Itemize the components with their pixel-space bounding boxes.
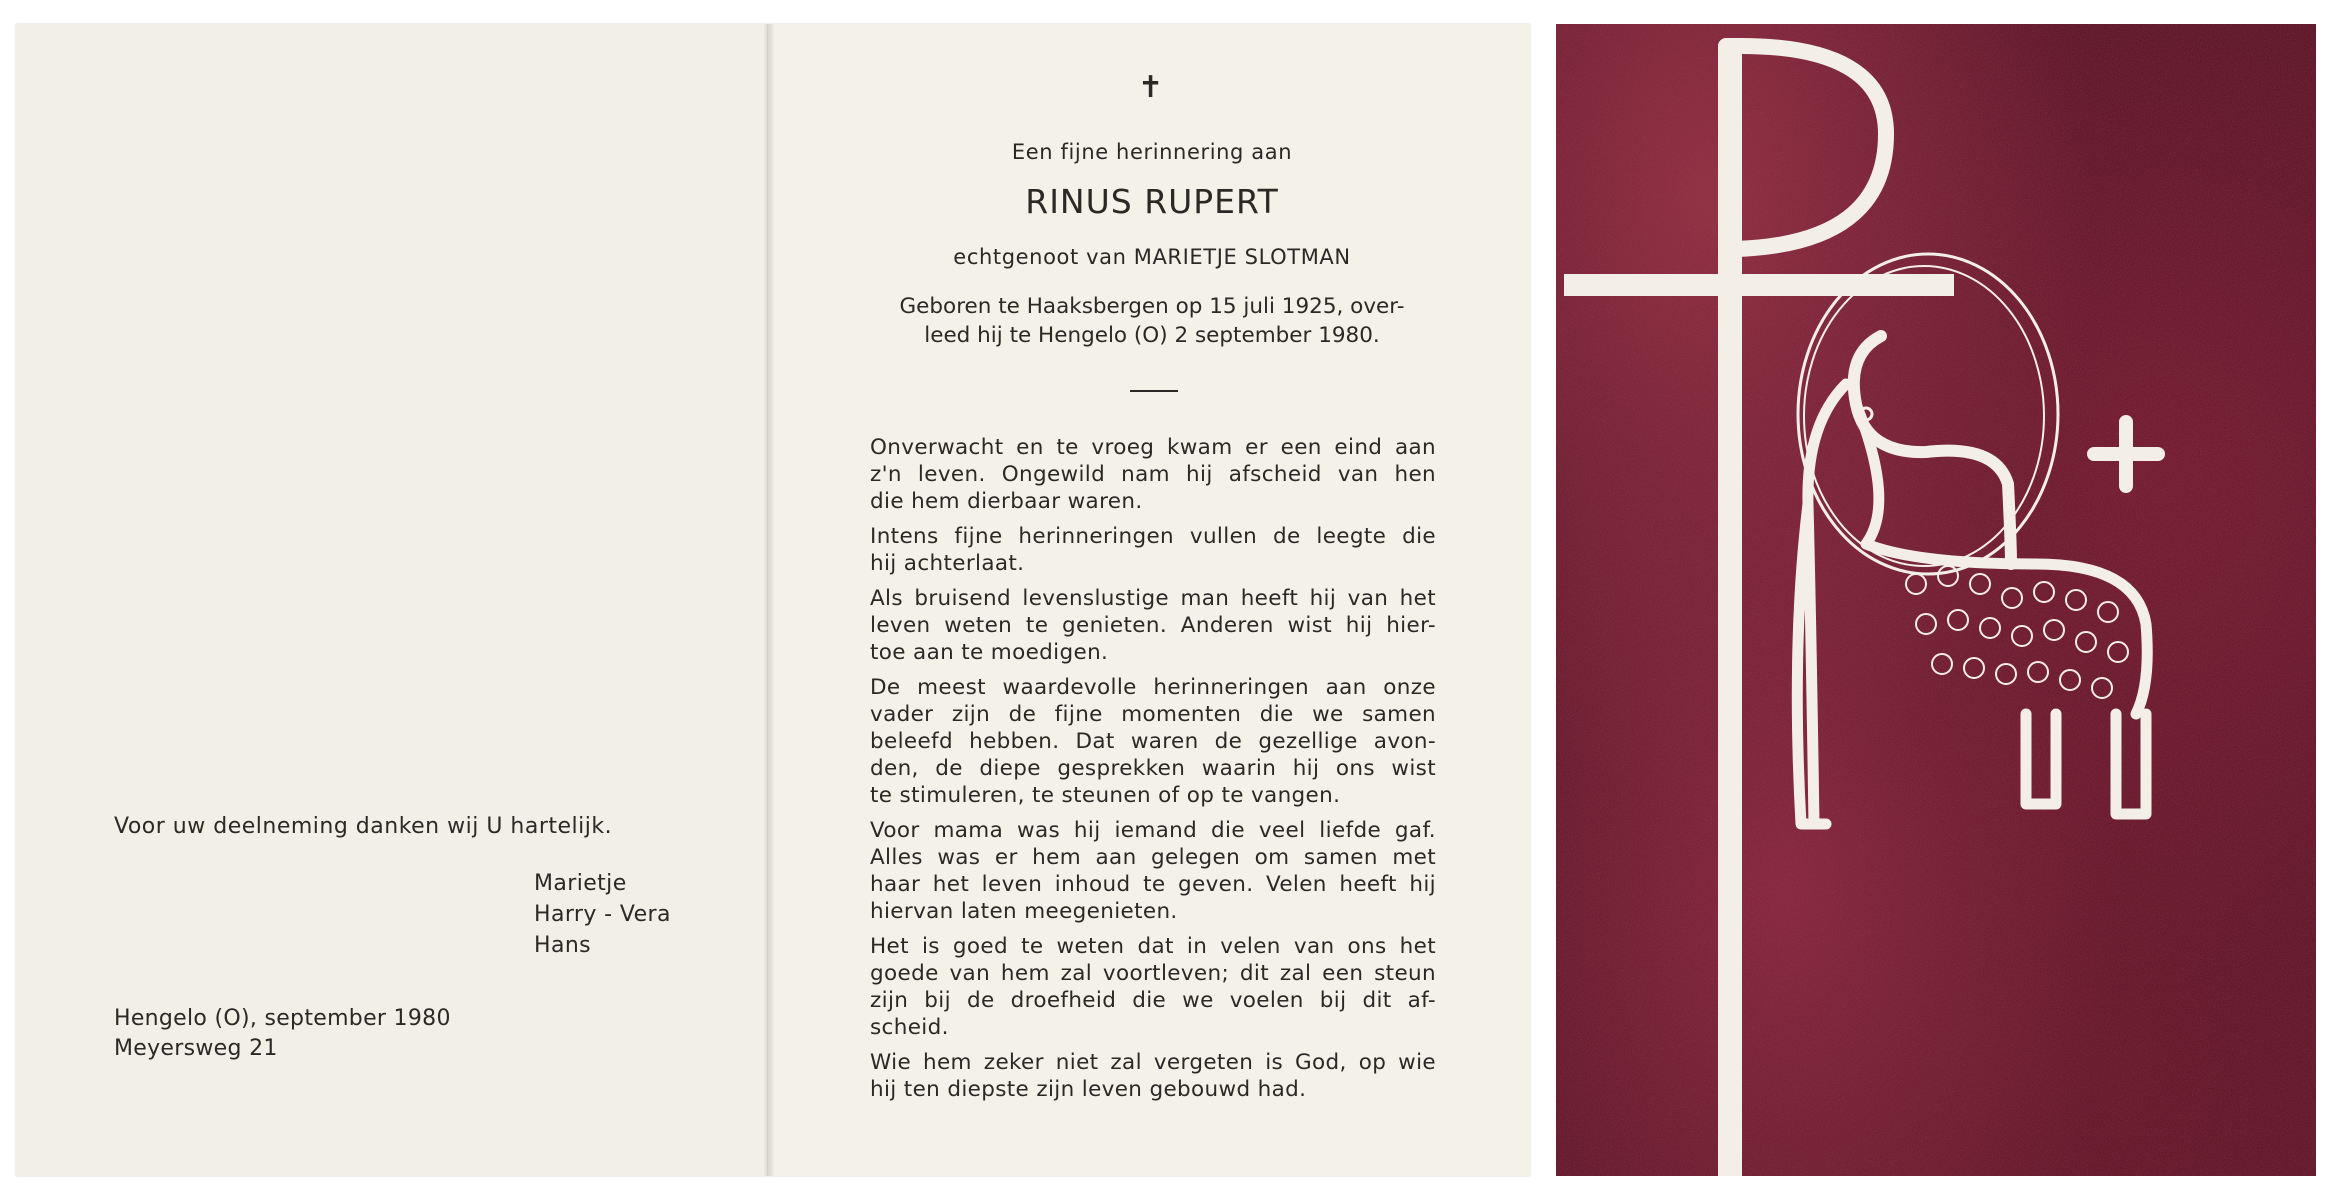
text-line: beleefd hebben. Dat waren de gezellige avon- — [870, 729, 1436, 754]
text-line: De meest waardevolle herinneringen aan onze — [870, 675, 1436, 700]
paragraph — [870, 523, 1436, 577]
signatory-name: Hans — [534, 933, 592, 958]
paragraph — [870, 434, 1436, 515]
text-line: haar het leven inhoud te geven. Velen heeft hij — [870, 872, 1436, 897]
spouse-line: echtgenoot van MARIETJE SLOTMAN — [953, 245, 1351, 269]
thanks-line: Voor uw deelneming danken wij U hartelijk. — [114, 814, 613, 839]
chi-rho-cross-with-lamb-icon — [1556, 24, 2316, 1176]
text-line: die hem dierbaar waren. — [870, 489, 1143, 514]
text-line: vader zijn de fijne momenten die we samen — [870, 702, 1436, 727]
text-line: leed hij te Hengelo (O) 2 september 1980. — [924, 323, 1380, 348]
birth-death-text — [868, 292, 1436, 350]
text-line: te stimuleren, te steunen of op te vangen. — [870, 783, 1341, 808]
paragraph — [870, 933, 1436, 1041]
text-line: Onverwacht en te vroeg kwam er een eind aan — [870, 435, 1436, 460]
signatory-name: Marietje — [534, 871, 627, 896]
text-line: hiervan laten meegenieten. — [870, 899, 1178, 924]
text-line: Intens fijne herinneringen vullen de leegte die — [870, 524, 1436, 549]
place-date: Hengelo (O), september 1980 — [114, 1006, 451, 1031]
text-line: goede van hem zal voortleven; dit zal een steun — [870, 961, 1436, 986]
intro-line: Een fijne herinnering aan — [1011, 140, 1293, 164]
signatories — [534, 868, 671, 961]
card-fold — [764, 24, 774, 1176]
text-line: zijn bij de droefheid die we voelen bij dit af- — [870, 988, 1436, 1013]
text-line: den, de diepe gesprekken waarin hij ons wist — [870, 756, 1436, 781]
canvas-texture — [1556, 24, 2316, 1176]
signatory-name: Harry - Vera — [534, 902, 671, 927]
text-line: hij achterlaat. — [870, 551, 1025, 576]
text-line: Wie hem zeker niet zal vergeten is God, op wie — [870, 1050, 1436, 1075]
cross-staff — [1718, 44, 1742, 1176]
text-line: scheid. — [870, 1015, 949, 1040]
paragraph — [870, 585, 1436, 666]
paragraph — [870, 1049, 1436, 1103]
text-line: hij ten diepste zijn leven gebouwd had. — [870, 1077, 1307, 1102]
cross-icon: ✝ — [1138, 70, 1164, 105]
text-line: Geboren te Haaksbergen op 15 juli 1925, over- — [899, 294, 1405, 319]
text-line: Als bruisend levenslustige man heeft hij van het — [870, 586, 1436, 611]
text-line: leven weten te genieten. Anderen wist hij hier- — [870, 613, 1436, 638]
paragraph — [870, 674, 1436, 809]
memorial-text — [870, 434, 1436, 1111]
left-page — [16, 24, 768, 1176]
text-line: Het is goed te weten dat in velen van ons het — [870, 934, 1436, 959]
address: Meyersweg 21 — [114, 1036, 278, 1061]
cover-illustration-panel — [1556, 24, 2316, 1176]
divider — [1130, 390, 1178, 392]
paragraph — [870, 817, 1436, 925]
cross-bar — [1564, 274, 1954, 296]
text-line: Voor mama was hij iemand die veel liefde gaf. — [870, 818, 1436, 843]
text-line: z'n leven. Ongewild nam hij afscheid van hen — [870, 462, 1436, 487]
text-line: toe aan te moedigen. — [870, 640, 1109, 665]
deceased-name: RINUS RUPERT — [1025, 182, 1279, 221]
text-line: Alles was er hem aan gelegen om samen met — [870, 845, 1436, 870]
